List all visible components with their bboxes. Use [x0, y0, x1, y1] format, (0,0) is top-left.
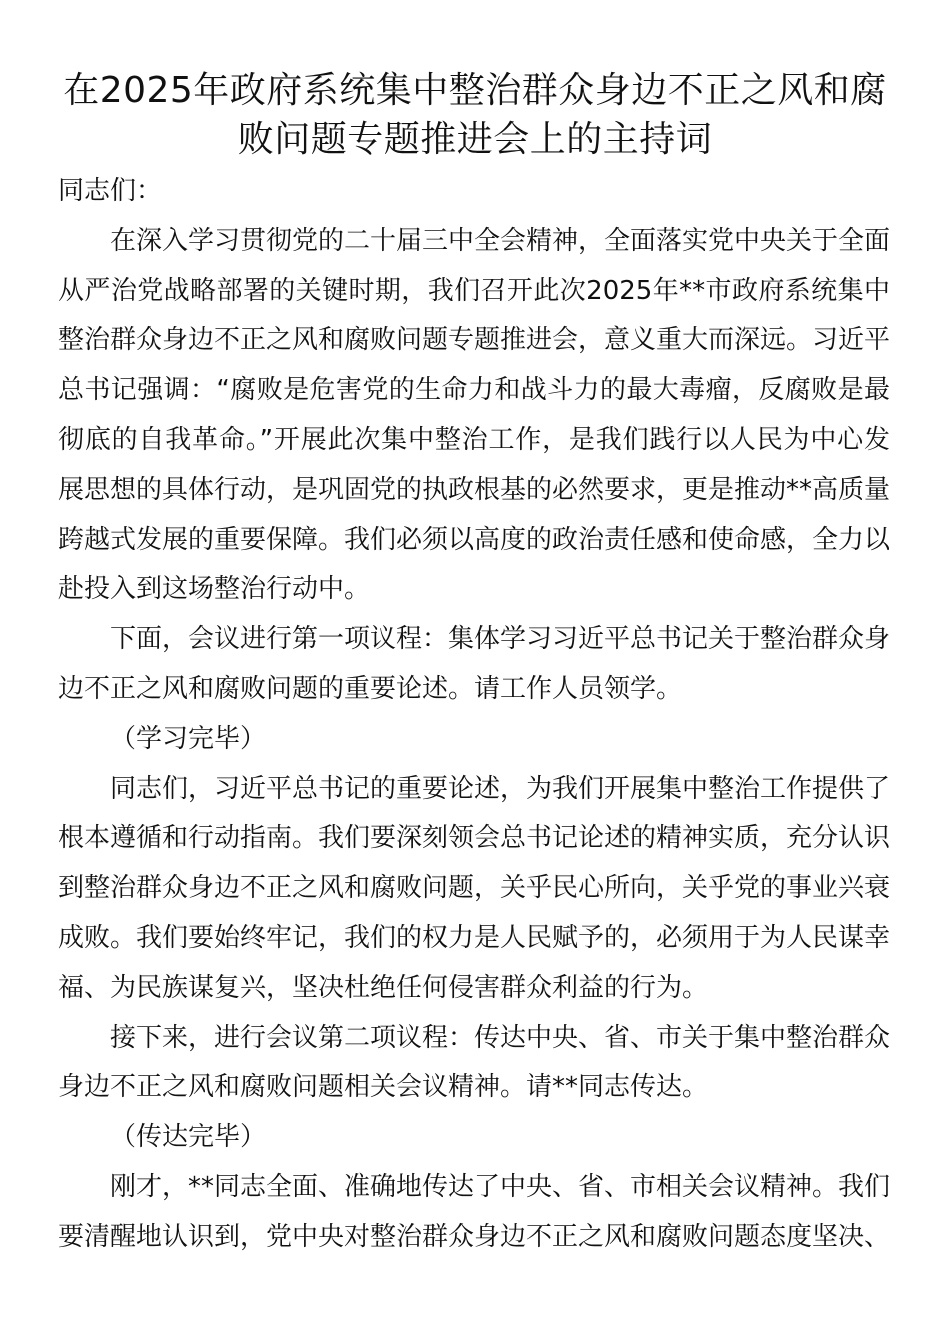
- document-title: 在2025年政府系统集中整治群众身边不正之风和腐败问题专题推进会上的主持词: [63, 70, 887, 160]
- note-relay-complete: （传达完毕）: [110, 1122, 267, 1153]
- paragraph-agenda-two: 接下来，进行会议第二项议程：传达中央、省、市关于集中整治群众身边不正之风和腐败问题相关会议精神。请**同志传达。: [58, 1022, 891, 1103]
- document-body: [58, 167, 890, 1263]
- paragraph-agenda-one: 下面，会议进行第一项议程：集体学习习近平总书记关于整治群众身边不正之风和腐败问题的重要论述。请工作人员领学。: [58, 624, 891, 704]
- paragraph-relay-summary: 刚才，**同志全面、准确地传达了中央、省、市相关会议精神。我们要清醒地认识到，党中央对整治群众身边不正之风和腐败问题态度坚决、: [58, 1171, 891, 1252]
- paragraph-opening: 在深入学习贯彻党的二十届三中全会精神，全面落实党中央关于全面从严治党战略部署的关键时期，我们召开此次2025年**市政府系统集中整治群众身边不正之风和腐败问题专题推进会，意义重大而深远。习近平总书记强调：“腐败是危害党的生命力和战斗力的最大毒瘤，反腐败是最彻底的自我革命。”开展此次集中整治工作，是我们践行以人民为中心发展思想的具体行动，是巩固党的执政根基的必然要求，更是推动**高质量跨越式发展的重要保障。我们必须以高度的政治责任感和使命感，全力以赴投入到这场整治行动中。: [58, 225, 891, 605]
- paragraph-study-summary: 同志们，习近平总书记的重要论述，为我们开展集中整治工作提供了根本遵循和行动指南。我们要深刻领会总书记论述的精神实质，充分认识到整治群众身边不正之风和腐败问题，关乎民心所向，关乎党的事业兴衰成败。我们要始终牢记，我们的权力是人民赋予的，必须用于为人民谋幸福、为民族谋复兴，坚决杜绝任何侵害群众利益的行为。: [58, 773, 891, 1003]
- salutation: 同志们：: [58, 176, 163, 206]
- note-study-complete: （学习完毕）: [110, 723, 267, 754]
